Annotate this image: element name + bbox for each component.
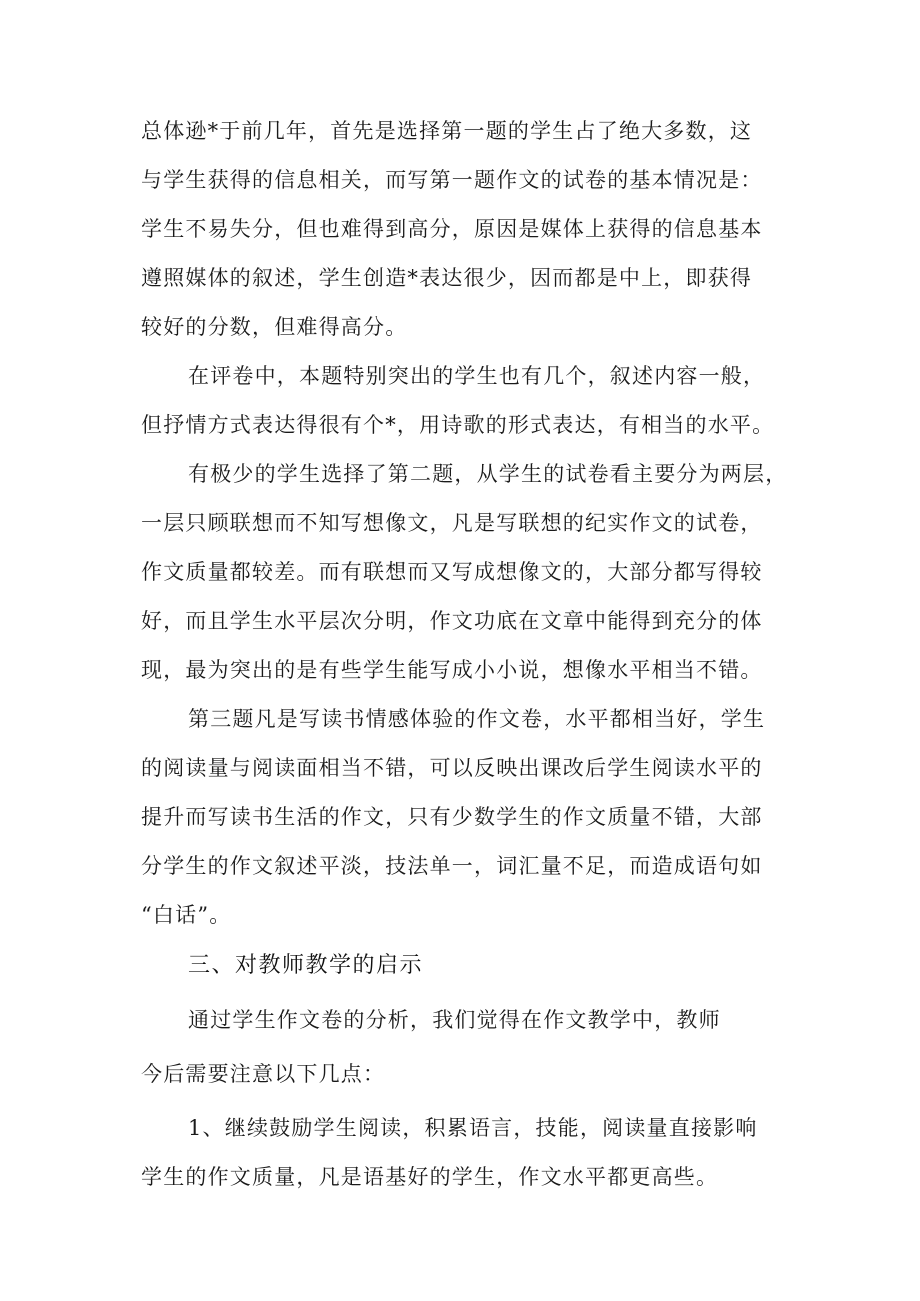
paragraph-2-line-2: 但抒情方式表达得很有个*，用诗歌的形式表达，有相当的水平。 xyxy=(141,413,775,437)
paragraph-1-line-3: 学生不易失分，但也难得到高分，原因是媒体上获得的信息基本 xyxy=(141,217,763,241)
paragraph-6-line-2: 学生的作文质量，凡是语基好的学生，作文水平都更高些。 xyxy=(141,1165,719,1189)
paragraph-3-line-3: 作文质量都较差。而有联想而又写成想像文的，大部分都写得较 xyxy=(141,560,763,584)
paragraph-4-line-5: “白话”。 xyxy=(141,903,232,927)
section-heading: 三、对教师教学的启示 xyxy=(188,953,424,978)
paragraph-3-line-2: 一层只顾联想而不知写想像文，凡是写联想的纪实作文的试卷， xyxy=(141,511,763,535)
paragraph-1-line-1: 总体逊*于前几年，首先是选择第一题的学生占了绝大多数，这 xyxy=(141,119,753,143)
paragraph-4-line-4: 分学生的作文叙述平淡，技法单一，词汇量不足，而造成语句如 xyxy=(141,854,763,878)
paragraph-4-line-2: 的阅读量与阅读面相当不错，可以反映出课改后学生阅读水平的 xyxy=(141,756,763,780)
paragraph-6-line-1: 1、继续鼓励学生阅读，积累语言，技能，阅读量直接影响 xyxy=(188,1116,758,1140)
paragraph-5-line-1: 通过学生作文卷的分析，我们觉得在作文教学中，教师 xyxy=(188,1008,721,1032)
paragraph-3-line-5: 现，最为突出的是有些学生能写成小小说，想像水平相当不错。 xyxy=(141,658,763,682)
paragraph-3-line-4: 好，而且学生水平层次分明，作文功底在文章中能得到充分的体 xyxy=(141,609,763,633)
paragraph-1-line-5: 较好的分数，但难得高分。 xyxy=(141,315,408,339)
paragraph-4-line-3: 提升而写读书生活的作文，只有少数学生的作文质量不错，大部 xyxy=(141,805,763,829)
paragraph-1-line-4: 遵照媒体的叙述，学生创造*表达很少，因而都是中上，即获得 xyxy=(141,266,753,290)
paragraph-3-line-1: 有极少的学生选择了第二题，从学生的试卷看主要分为两层， xyxy=(188,462,788,486)
paragraph-5-line-2: 今后需要注意以下几点： xyxy=(141,1062,386,1086)
paragraph-2-line-1: 在评卷中，本题特别突出的学生也有几个，叙述内容一般， xyxy=(188,364,766,388)
paragraph-4-line-1: 第三题凡是写读书情感体验的作文卷，水平都相当好，学生 xyxy=(188,707,766,731)
paragraph-1-line-2: 与学生获得的信息相关，而写第一题作文的试卷的基本情况是： xyxy=(141,168,763,192)
